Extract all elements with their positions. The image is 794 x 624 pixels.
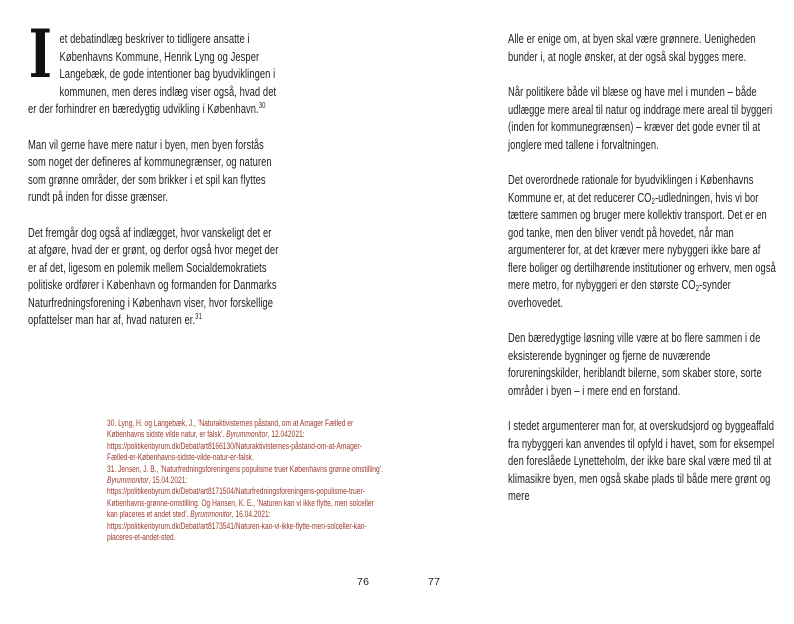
paragraph-3: [28, 225, 282, 330]
footnote-ref-31: 31: [195, 312, 202, 321]
left-page-body: [28, 15, 282, 330]
paragraph-2: Når politikere både vil blæse og have mel i munden – både udlægge mere areal til natur og inddrage mere areal til byggeri (inden for kommunegrænsen) – kræver det gode evner til at jonglere med tallene i forvaltningen.: [508, 85, 773, 152]
paragraph-3-text: Det fremgår dog også af indlægget, hvor vanskeligt det er at afgøre, hvad der er grønt, og derfor også hvor meget der er af det, ligesom en polemik mellem Socialdemokratiets politiske ordfører i København og formanden for Danmarks Naturfredningsforening i København viser, hvor forskellige opfattelser man har af, hvad naturen er.: [28, 225, 279, 327]
footnote-31-url-a: , 15.04.2021: https://politikenbyrum.dk/Debat/art8171504/Naturfredningsforeningens-populisme-truer-Københavns-grønne-omstilling. Og Hansen, K. E., ’Naturen kan vi ikke flytte, men solceller kan placeres et andet sted’.: [107, 475, 374, 520]
paragraph-1: Alle er enige om, at byen skal være grønnere. Uenigheden bunder i, at nogle ønsker, at der også skal bygges mere.: [508, 32, 756, 64]
paragraph-4: Den bæredygtige løsning ville være at bo flere sammen i de eksisterende bygninger og fjerne de nuværende forureningskilder, heriblandt bilerne, som skaber store, sorte områder i byen – i mere end en forstand.: [508, 331, 762, 398]
paragraph-3-text-a: Det overordnede rationale for byudviklingen i Københavns Kommune er, at det reducerer CO: [508, 173, 754, 205]
footnote-30-source: Byrummonitor: [226, 429, 268, 440]
footnote-31-text: 31. Jensen, J. B., ’Naturfredningsforeningens populisme truer Københavns grønne omstilling’.: [107, 463, 384, 474]
footnotes-block: [107, 418, 383, 543]
paragraph-3-text-b: -udledningen, hvis vi bor tættere sammen og bruger mere kollektiv transport. Det er en god tanke, men den bliver vendt på hovedet, når man argumenterer for, at det kræver mere nybyggeri ikke bare af flere boliger og dertilhørende institutioner og erhverv, men også mere metro, for nybyggeri er den største CO: [508, 190, 776, 292]
drop-cap: I: [28, 15, 52, 93]
page-number-right: 77: [428, 576, 441, 588]
footnote-31: [107, 464, 383, 544]
paragraph-1: [28, 15, 282, 119]
co2-subscript: 2: [651, 196, 655, 206]
footnote-31-source-a: Byrummonitor: [107, 475, 149, 486]
paragraph-5: I stedet argumenterer man for, at overskudsjord og byggeaffald fra nybyggeri kan anvendes til opfyld i havet, som for eksempel den foreslåede Lynetteholm, der ikke bare skal være med til at klimasikre byen, men også skabe plads til både mere grønt og mere: [508, 419, 775, 503]
drop-cap-box: [28, 15, 60, 93]
paragraph-3: [508, 172, 780, 312]
paragraph-2: Man vil gerne have mere natur i byen, men byen forstås som noget der defineres af kommunegrænser, og naturen som grønne områder, der som brikker i et spil kan flyttes rundt på inden for disse grænser.: [28, 137, 272, 204]
paragraph-1-text: et debatindlæg beskriver to tidligere ansatte i Københavns Kommune, Henrik Lyng og Jesper Langebæk, de gode intentioner bag byudviklingen i kommunen, men deres indlæg viser også, hvad det er der forhindrer en bæredygtig udvikling i København.: [28, 32, 277, 116]
page-number-left: 76: [357, 576, 370, 588]
right-page-body: [508, 31, 780, 506]
footnote-31-url-b: , 16.04.2021: https://politikenbyrum.dk/Debat/art8173541/Naturen-kan-vi-ikke-flytte-men-solceller-kan-placeres-et-andet-sted.: [107, 509, 367, 543]
footnote-30-url: , 12.042021: https://politikenbyrum.dk/Debat/art8166130/Naturaktivisternes-påstand-om-at-Amager-Fælled-er-Københavns-sidste-vilde-natur-er-falsk.: [107, 429, 362, 463]
paragraph-3-text-c: -synder overhovedet.: [508, 278, 731, 310]
co2-subscript: 2: [695, 284, 700, 293]
footnote-30-text: 30. Lyng, H. og Langebæk, J., ’Naturaktivisternes påstand, om at Amager Fælled er Københavns sidste vilde natur, er falsk’.: [107, 418, 354, 440]
footnote-ref-30: 30: [258, 101, 266, 110]
footnote-31-source-b: Byrummonitor: [190, 509, 232, 520]
footnote-30: [107, 418, 383, 464]
